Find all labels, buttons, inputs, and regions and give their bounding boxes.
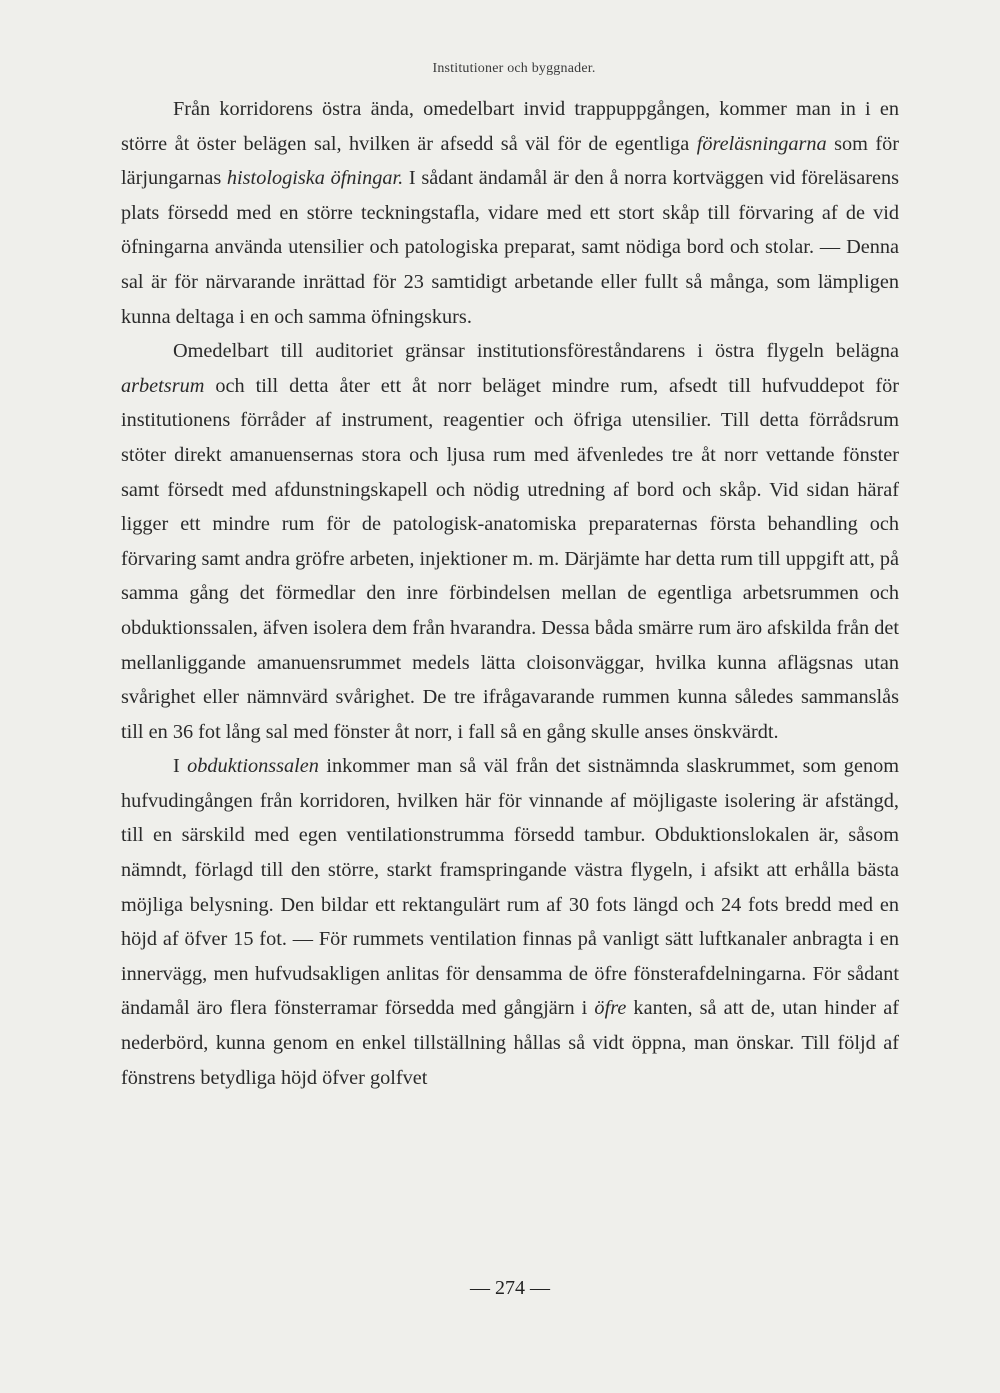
text-run: och till detta åter ett åt norr beläget mindre rum, afsedt till hufvuddepot för institutionens förråder af instrument, reagentier och öfriga utensilier. Till detta förrådsrum stöter direkt amanuensernas stora och ljusa rum med äfvenledes tre åt norr vettande fönster samt försedt med afdunstningskapell och nödig utredning af bord och skåp. Vid sidan häraf ligger ett mindre rum för de patologisk-anatomiska preparaternas första behandling och förvaring samt andra gröfre arbeten, injektioner m. m. Därjämte har detta rum till uppgift att, på samma gång det förmedlar den inre förbindelsen mellan de egentliga arbetsrummen och obduktionssalen, äfven isolera dem från hvarandra. Dessa båda smärre rum äro afskilda från det mellanliggande amanuensrummet medels lätta cloisonväggar, hvilka kunna aflägsnas utan svårighet eller nämnvärd svårighet. De tre ifrågavarande rummen kunna således sammanslås till en 36 fot lång sal med fönster åt norr, i fall så en gång skulle anses önskvärdt. [121, 374, 899, 743]
text-run: I [173, 755, 188, 778]
text-run: inkommer man så väl från det sistnämnda slaskrummet, som genom hufvudingången från korridoren, hvilken här för vinnande af möjligaste isolering är afstängd, till en särskild med egen ventilationstrumma försedd tambur. Obduktionslokalen är, såsom nämndt, förlagd till den större, starkt framspringande västra flygeln, i afsikt att erhålla bästa möjliga belysning. Den bildar ett rektangulärt rum af 30 fots längd och 24 fots bredd med en höjd af öfver 15 fot. — För rummets ventilation finnas på vanligt sätt luftkanaler anbragta i en innervägg, men hufvudsakligen anlitas för densamma de öfre fönsterafdelningarna. För sådant ändamål äro flera fönsterramar försedda med gångjärn i [121, 755, 899, 1020]
running-head: Institutioner och byggnader. [432, 61, 596, 76]
page-number: — 274 — [470, 1277, 550, 1299]
paragraph-work-rooms [121, 334, 899, 749]
italic-term: arbetsrum [121, 374, 205, 397]
paragraph-lecture-hall [121, 92, 899, 334]
text-run: som för lärjungarnas [121, 132, 899, 190]
text-run: Från korridorens östra ända, omedelbart invid trappuppgången, kommer man in i en större åt öster belägen sal, hvilken är afsedd så väl för de egentliga [121, 98, 899, 155]
italic-term: föreläsningarna [696, 132, 827, 155]
italic-term: obduktionssalen [187, 755, 319, 778]
text-run: Omedelbart till auditoriet gränsar institutionsföreståndarens i östra flygeln belägna [173, 340, 899, 363]
italic-term: öfre [594, 997, 627, 1020]
body-text [121, 92, 899, 1095]
paragraph-autopsy-room [121, 749, 899, 1095]
text-run: I sådant ändamål är den å norra kortväggen vid föreläsarens plats försedd med en större teckningstafla, vidare med ett stort skåp till förvaring af de vid öfningarna använda utensilier och patologiska preparat, samt nödiga bord och stolar. — Denna sal är för närvarande inrättad för 23 samtidigt arbetande eller fullt så många, som lämpligen kunna deltaga i en och samma öfningskurs. [121, 167, 899, 328]
italic-term: histologiska öfningar. [226, 167, 404, 190]
text-run: kanten, så att de, utan hinder af nederbörd, kunna genom en enkel tillställning hållas så vidt öppna, man önskar. Till följd af fönstrens betydliga höjd öfver golfvet [121, 997, 899, 1089]
